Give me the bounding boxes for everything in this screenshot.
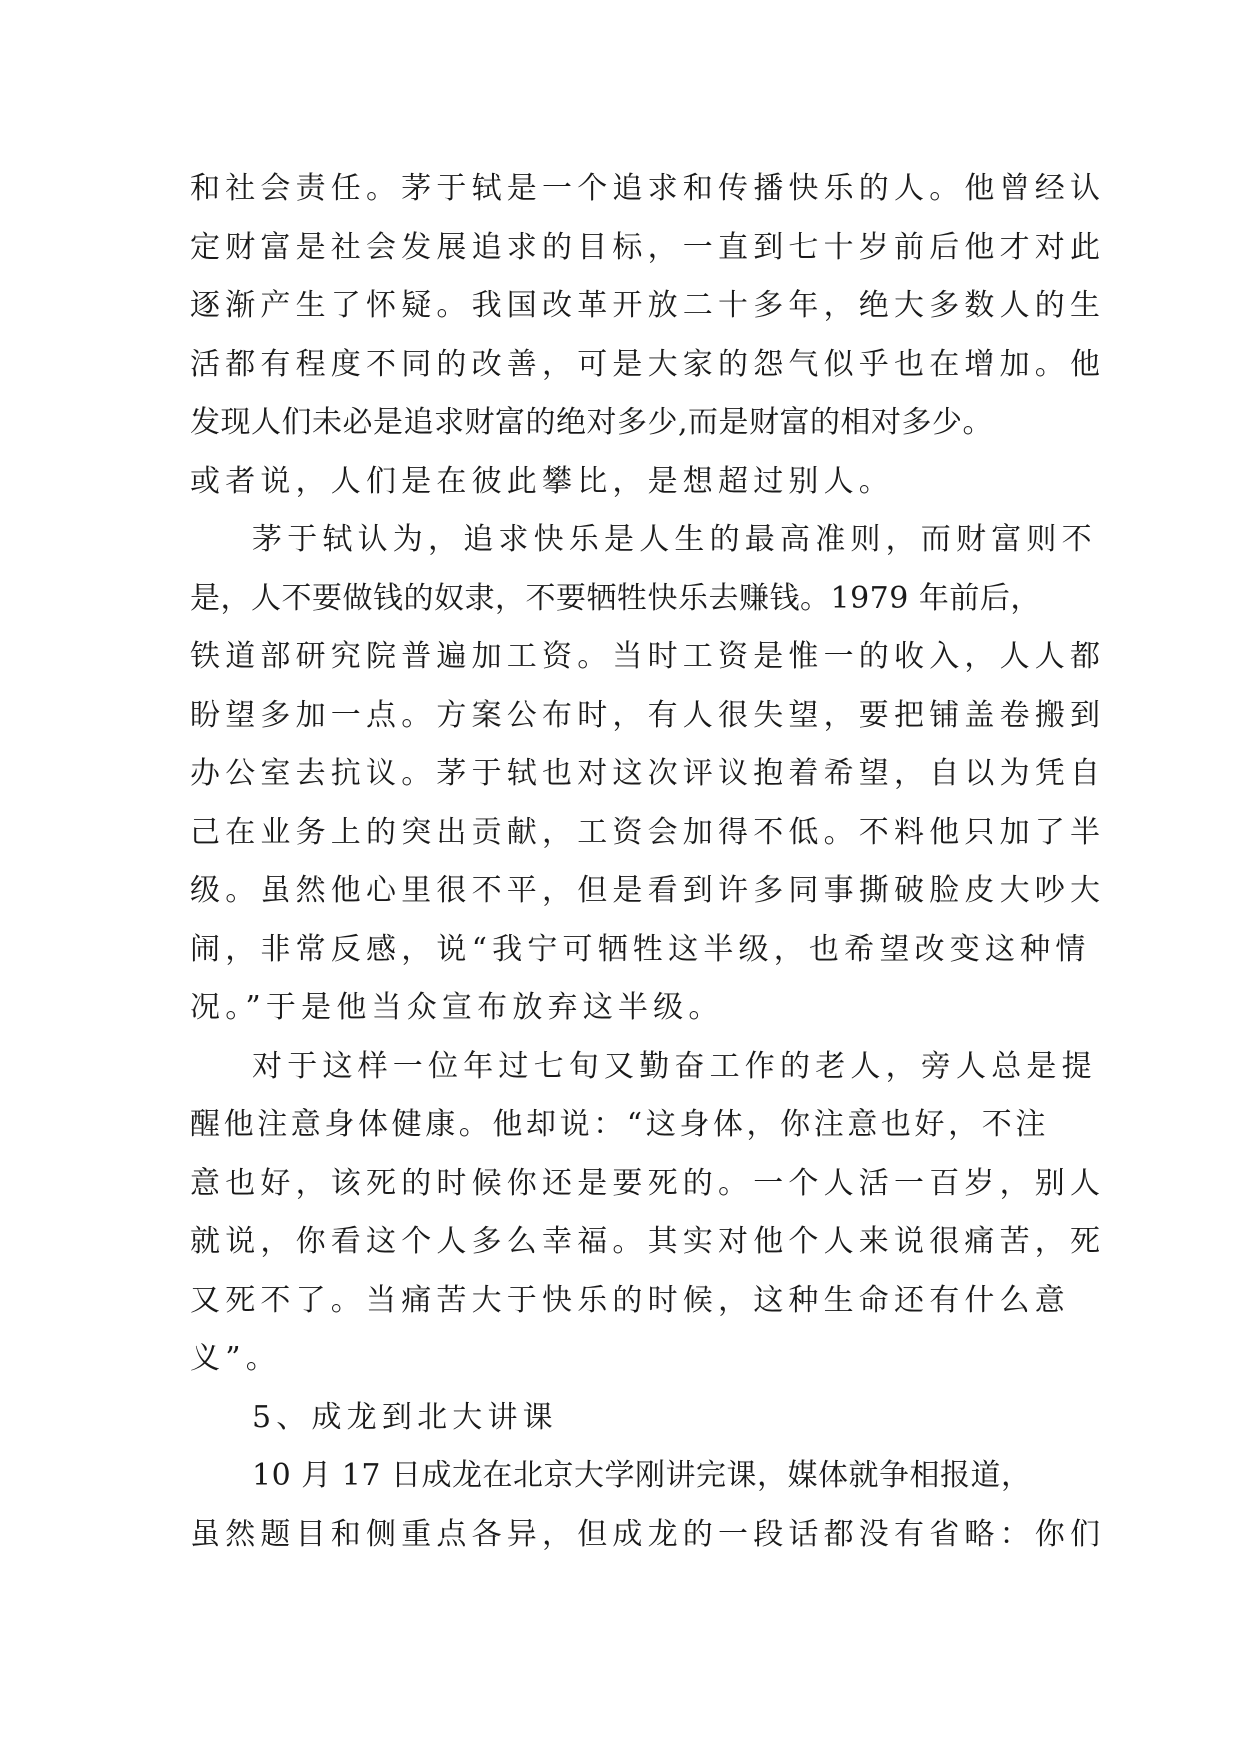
text-line: 盼望多加一点。方案公布时，有人很失望，要把铺盖卷搬到 <box>190 697 1106 733</box>
text-line: 办公室去抗议。茅于轼也对这次评议抱着希望，自以为凭自 <box>190 756 1106 791</box>
text-line: 意也好，该死的时候你还是要死的。一个人活一百岁，别人 <box>190 1165 1106 1201</box>
text-line: 和社会责任。茅于轼是一个追求和传播快乐的人。他曾经认 <box>190 171 1106 206</box>
text-line: 定财富是社会发展追求的目标，一直到七十岁前后他才对此 <box>190 229 1106 265</box>
text-line: 虽然题目和侧重点各异，但成龙的一段话都没有省略：你们 <box>190 1516 1106 1552</box>
text-line: 义”。 <box>190 1341 281 1376</box>
text-line: 又死不了。当痛苦大于快乐的时候，这种生命还有什么意 <box>190 1282 1070 1318</box>
paragraph-start-line: 对于这样一位年过七旬又勤奋工作的老人，旁人总是提 <box>252 1048 1097 1084</box>
text-line: 是，人不要做钱的奴隶，不要牺牲快乐去赚钱。1979 年前后， <box>190 580 1041 616</box>
paragraph-start-line: 10 月 17 日成龙在北京大学刚讲完课，媒体就争相报道， <box>252 1458 1032 1493</box>
text-line: 醒他注意身体健康。他却说：“这身体，你注意也好，不注 <box>190 1107 1049 1142</box>
text-line: 逐渐产生了怀疑。我国改革开放二十多年，绝大多数人的生 <box>190 288 1106 323</box>
text-line: 活都有程度不同的改善，可是大家的怨气似乎也在增加。他 <box>190 346 1106 382</box>
text-line: 就说，你看这个人多么幸福。其实对他个人来说很痛苦，死 <box>190 1224 1106 1259</box>
paragraph-start-line: 茅于轼认为，追求快乐是人生的最高准则，而财富则不 <box>252 522 1097 557</box>
text-line: 或者说，人们是在彼此攀比，是想超过别人。 <box>190 463 894 499</box>
body-text <box>190 160 1106 1564</box>
section-heading: 5、成龙到北大讲课 <box>252 1399 558 1435</box>
text-line: 铁道部研究院普遍加工资。当时工资是惟一的收入，人人都 <box>190 639 1106 674</box>
text-line: 况。”于是他当众宣布放弃这半级。 <box>190 990 724 1025</box>
text-line: 闹，非常反感，说“我宁可牺牲这半级，也希望改变这种情 <box>190 931 1091 967</box>
text-line: 级。虽然他心里很不平，但是看到许多同事撕破脸皮大吵大 <box>190 873 1106 908</box>
text-line: 己在业务上的突出贡献，工资会加得不低。不料他只加了半 <box>190 814 1106 850</box>
text-line: 发现人们未必是追求财富的绝对多少,而是财富的相对多少。 <box>190 405 994 440</box>
